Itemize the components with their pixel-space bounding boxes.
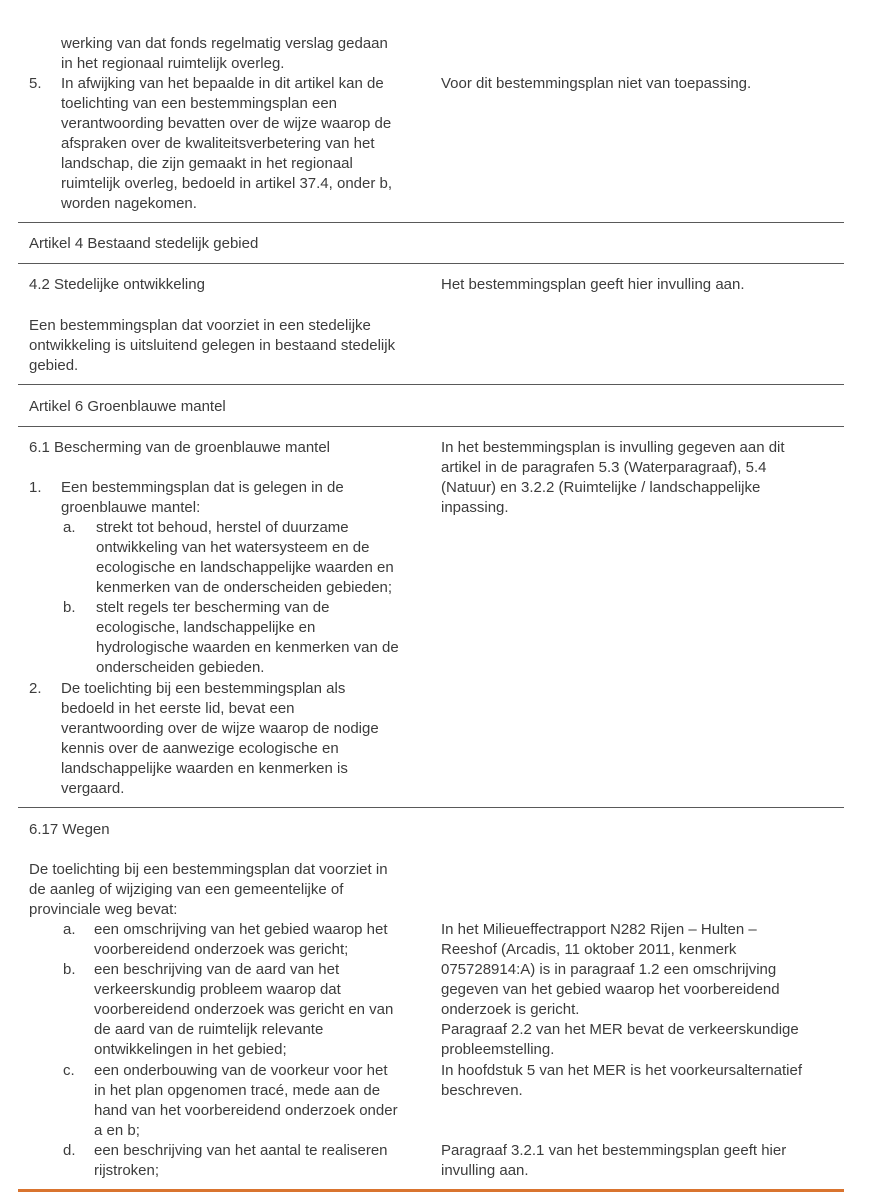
sub-item-text: onderscheiden gebieden. (96, 659, 265, 676)
sub-item-text: in het plan opgenomen tracé, mede aan de (94, 1082, 381, 1099)
body-text: Een bestemmingsplan dat voorziet in een stedelijke (29, 317, 371, 334)
right-column-text: beschreven. (441, 1082, 523, 1099)
sub-item-text: stelt regels ter bescherming van de (96, 599, 330, 616)
sub-item-text: een beschrijving van de aard van het (94, 961, 340, 978)
item-text: De toelichting bij een bestemmingsplan als (61, 680, 346, 697)
sub-item-text: de aard van de ruimtelijk relevante (94, 1021, 324, 1038)
body-text: De toelichting bij een bestemmingsplan dat voorziet in (29, 861, 388, 878)
body-text: de aanleg of wijziging van een gemeentelijke of (29, 881, 344, 898)
row-divider (18, 263, 844, 264)
right-column-text: (Natuur) en 3.2.2 (Ruimtelijke / landschappelijke (441, 479, 761, 496)
section-title: 6.1 Bescherming van de groenblauwe mantel (29, 439, 331, 456)
list-letter: c. (63, 1062, 75, 1079)
row-divider (18, 426, 844, 427)
item-text: Een bestemmingsplan dat is gelegen in de (61, 479, 344, 496)
right-column-text: inpassing. (441, 499, 509, 516)
sub-item-text: voorbereidend onderzoek was gericht en van (94, 1001, 394, 1018)
sub-item-text: een omschrijving van het gebied waarop het (94, 921, 388, 938)
article-heading: Artikel 4 Bestaand stedelijk gebied (29, 235, 259, 252)
item-text: In afwijking van het bepaalde in dit artikel kan de (61, 75, 384, 92)
list-letter: b. (63, 961, 76, 978)
list-number: 5. (29, 75, 42, 92)
right-column-text: probleemstelling. (441, 1041, 555, 1058)
list-letter: a. (63, 519, 76, 536)
row-divider (18, 807, 844, 808)
item-text: landschap, die zijn gemaakt in het regionaal (61, 155, 353, 172)
sub-item-text: strekt tot behoud, herstel of duurzame (96, 519, 349, 536)
right-column-text: 075728914:A) is in paragraaf 1.2 een omschrijving (441, 961, 777, 978)
right-column-text: artikel in de paragrafen 5.3 (Waterparagraaf), 5.4 (441, 459, 767, 476)
right-column-text: onderzoek is gericht. (441, 1001, 580, 1018)
right-column-text: In het Milieueffectrapport N282 Rijen – Hulten – (441, 921, 757, 938)
item-text: ruimtelijk overleg, bedoeld in artikel 37.4, onder b, (61, 175, 393, 192)
sub-item-text: een onderbouwing van de voorkeur voor het (94, 1062, 388, 1079)
right-column-text: Voor dit bestemmingsplan niet van toepassing. (441, 75, 752, 92)
sub-item-text: rijstroken; (94, 1162, 160, 1179)
body-text: ontwikkeling is uitsluitend gelegen in bestaand stedelijk (29, 337, 396, 354)
list-letter: b. (63, 599, 76, 616)
list-letter: d. (63, 1142, 76, 1159)
item-text: vergaard. (61, 780, 125, 797)
body-text: provinciale weg bevat: (29, 901, 178, 918)
continuation-line: in het regionaal ruimtelijk overleg. (61, 55, 285, 72)
right-column-text: Paragraaf 3.2.1 van het bestemmingsplan geeft hier (441, 1142, 787, 1159)
sub-item-text: ecologische, landschappelijke en (96, 619, 316, 636)
right-column-text: gegeven van het gebied waarop het voorbereidend (441, 981, 780, 998)
right-column-text: invulling aan. (441, 1162, 529, 1179)
item-text: toelichting van een bestemmingsplan een (61, 95, 338, 112)
item-text: verantwoording bevatten over de wijze waarop de (61, 115, 392, 132)
sub-item-text: hand van het voorbereidend onderzoek onder (94, 1102, 398, 1119)
item-text: worden nagekomen. (61, 195, 197, 212)
right-column-text: In het bestemmingsplan is invulling gegeven aan dit (441, 439, 785, 456)
item-text: groenblauwe mantel: (61, 499, 201, 516)
sub-item-text: een beschrijving van het aantal te realiseren (94, 1142, 388, 1159)
body-text: gebied. (29, 357, 79, 374)
item-text: landschappelijke waarden en kenmerken is (61, 760, 348, 777)
sub-item-text: voorbereidend onderzoek was gericht; (94, 941, 349, 958)
list-number: 2. (29, 680, 42, 697)
right-column-text: Reeshof (Arcadis, 11 oktober 2011, kenmerk (441, 941, 737, 958)
right-column-text: Het bestemmingsplan geeft hier invulling aan. (441, 276, 745, 293)
item-text: kennis over de aanwezige ecologische en (61, 740, 339, 757)
sub-item-text: ecologische en landschappelijke waarden en (96, 559, 394, 576)
row-divider (18, 384, 844, 385)
list-number: 1. (29, 479, 42, 496)
sub-item-text: a en b; (94, 1122, 140, 1139)
item-text: verantwoording over de wijze waarop de nodige (61, 720, 379, 737)
table-bottom-border (18, 1189, 844, 1192)
right-column-text: In hoofdstuk 5 van het MER is het voorkeursalternatief (441, 1062, 803, 1079)
sub-item-text: verkeerskundig probleem waarop dat (94, 981, 341, 998)
sub-item-text: kenmerken van de onderscheiden gebieden; (96, 579, 393, 596)
item-text: afspraken over de kwaliteitsverbetering van het (61, 135, 375, 152)
continuation-line: werking van dat fonds regelmatig verslag gedaan (61, 35, 388, 52)
item-text: bedoeld in het eerste lid, bevat een (61, 700, 295, 717)
sub-item-text: ontwikkeling van het watersysteem en de (96, 539, 370, 556)
article-heading: Artikel 6 Groenblauwe mantel (29, 398, 226, 415)
row-divider (18, 222, 844, 223)
sub-item-text: ontwikkelingen in het gebied; (94, 1041, 287, 1058)
right-column-text: Paragraaf 2.2 van het MER bevat de verkeerskundige (441, 1021, 799, 1038)
section-title: 6.17 Wegen (29, 821, 110, 838)
section-title: 4.2 Stedelijke ontwikkeling (29, 276, 205, 293)
sub-item-text: hydrologische waarden en kenmerken van de (96, 639, 399, 656)
list-letter: a. (63, 921, 76, 938)
